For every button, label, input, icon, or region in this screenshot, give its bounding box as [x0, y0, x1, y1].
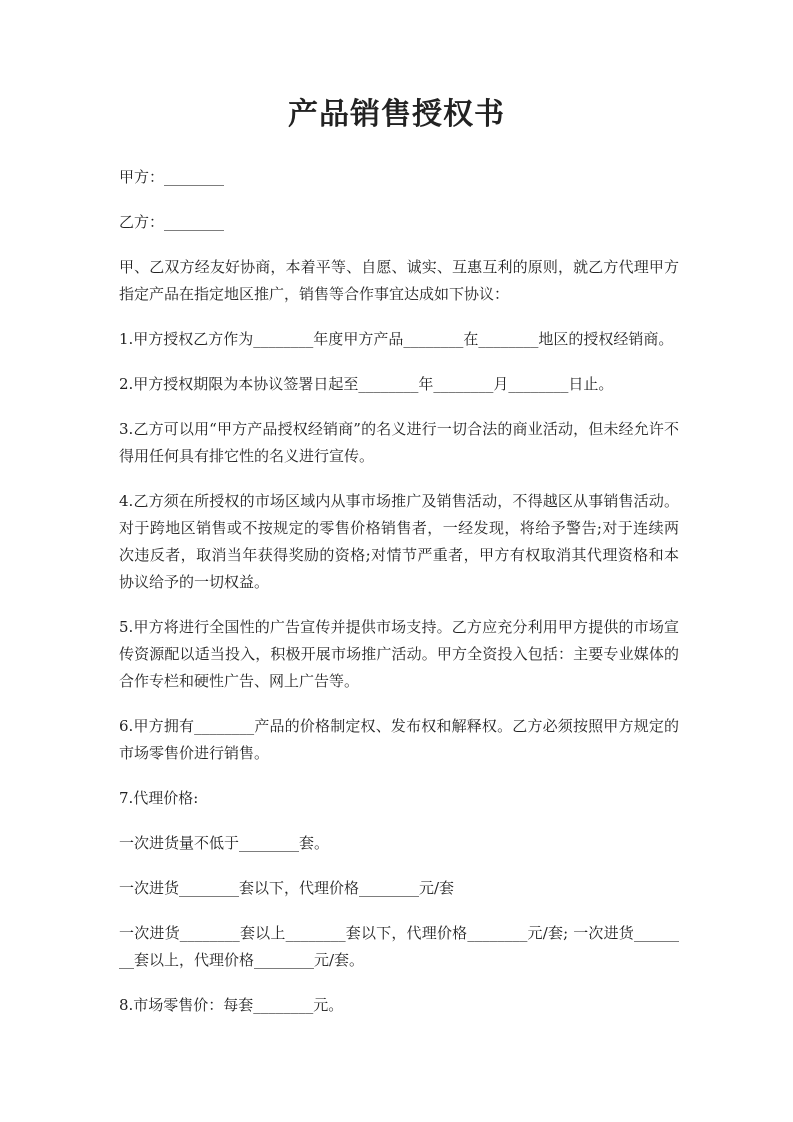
clause-6: 6.甲方拥有________产品的价格制定权、发布权和解释权。乙方必须按照甲方规定的市场零售价进行销售。: [119, 717, 679, 762]
clause-7-heading: 7.代理价格:: [119, 789, 199, 807]
clause-4: 4.乙方须在所授权的市场区域内从事市场推广及销售活动，不得越区从事销售活动。对于跨地区销售或不按规定的零售价格销售者，一经发现，将给予警告;对于连续两次违反者，取消当年获得奖励的资格;对情节严重者，甲方有权取消其代理资格和本协议给予的一切权益。: [119, 492, 679, 591]
document-title: 产品销售授权书: [288, 97, 505, 132]
clause-2: 2.甲方授权期限为本协议签署日起至________年________月________日止。: [119, 375, 614, 393]
clause-3: 3.乙方可以用“甲方产品授权经销商”的名义进行一切合法的商业活动，但未经允许不得用任何具有排它性的名义进行宣传。: [119, 420, 679, 465]
document-body: [119, 164, 679, 1037]
clause-1: 1.甲方授权乙方作为________年度甲方产品________在________地区的授权经销商。: [119, 330, 674, 348]
clause-7-min-order: 一次进货量不低于________套。: [119, 834, 330, 852]
clause-7-tier-2: 一次进货________套以上________套以下，代理价格________元/套; 一次进货________套以上，代理价格________元/套。: [119, 924, 679, 969]
clause-8: 8.市场零售价：每套________元。: [119, 996, 344, 1014]
clause-5: 5.甲方将进行全国性的广告宣传并提供市场支持。乙方应充分利用甲方提供的市场宣传资源配以适当投入，积极开展市场推广活动。甲方全资投入包括：主要专业媒体的合作专栏和硬性广告、网上广告等。: [119, 618, 679, 690]
clause-7-tier-1: 一次进货________套以下，代理价格________元/套: [119, 879, 455, 897]
party-b-line: 乙方：________: [119, 213, 225, 231]
party-a-line: 甲方：________: [119, 168, 225, 186]
preamble-paragraph: 甲、乙双方经友好协商，本着平等、自愿、诚实、互惠互利的原则，就乙方代理甲方指定产品在指定地区推广，销售等合作事宜达成如下协议：: [119, 258, 679, 303]
